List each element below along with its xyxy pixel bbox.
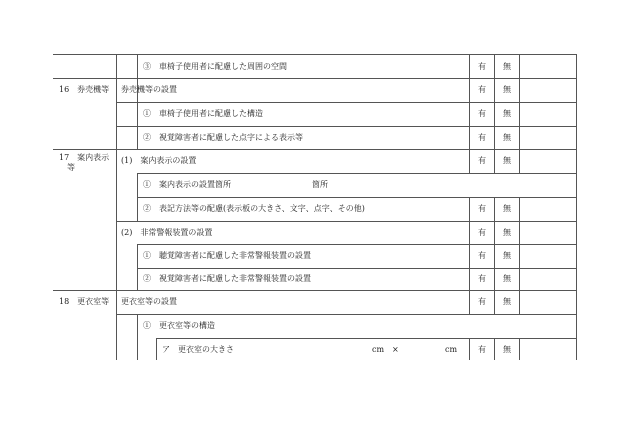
times-sign: ×	[392, 345, 399, 354]
item-label: ② 視覚障害者に配慮した非常警報装置の設置	[143, 274, 311, 283]
count-suffix: 箇所	[312, 180, 328, 189]
yes-option[interactable]: 有	[478, 228, 486, 237]
rule	[137, 102, 138, 149]
rule	[137, 197, 576, 198]
item-label: (1) 案内表示の設置	[121, 156, 197, 165]
item-label: ① 聴覚障害者に配慮した非常警報装置の設置	[143, 251, 311, 260]
no-option[interactable]: 無	[503, 274, 511, 283]
no-option[interactable]: 無	[503, 62, 511, 71]
no-option[interactable]: 無	[503, 228, 511, 237]
unit-cm: cm	[372, 345, 385, 354]
rule	[156, 338, 576, 339]
no-option[interactable]: 無	[503, 251, 511, 260]
unit-cm: cm	[445, 345, 458, 354]
yes-option[interactable]: 有	[478, 345, 486, 354]
yes-option[interactable]: 有	[478, 251, 486, 260]
item-label: ① 更衣室等の構造	[143, 321, 215, 330]
item-label: ② 表記方法等の配慮(表示板の大きさ、文字、点字、その他)	[143, 204, 365, 213]
rule	[116, 102, 576, 103]
yes-option[interactable]: 有	[478, 274, 486, 283]
item-label: ② 視覚障害者に配慮した点字による表示等	[143, 133, 303, 142]
rule	[519, 54, 520, 173]
no-option[interactable]: 無	[503, 109, 511, 118]
yes-option[interactable]: 有	[478, 62, 486, 71]
yes-option[interactable]: 有	[478, 156, 486, 165]
yes-option[interactable]: 有	[478, 204, 486, 213]
rule	[53, 149, 576, 150]
section-label: 18 更衣室等	[59, 297, 110, 306]
rule	[156, 338, 157, 360]
item-label: ① 案内表示の設置箇所	[143, 180, 231, 189]
rule	[137, 244, 576, 245]
no-option[interactable]: 無	[503, 204, 511, 213]
rule	[519, 338, 520, 360]
item-label: (2) 非常警報装置の設置	[121, 228, 213, 237]
rule	[116, 54, 117, 360]
item-label: ア 更衣室の大きさ	[162, 345, 234, 354]
item-label: ③ 車椅子使用者に配慮した周囲の空間	[143, 62, 287, 71]
rule	[116, 126, 576, 127]
rule	[137, 268, 576, 269]
item-label: 更衣室等の設置	[121, 297, 177, 306]
no-option[interactable]: 無	[503, 133, 511, 142]
yes-option[interactable]: 有	[478, 133, 486, 142]
item-label: 券売機等の設置	[121, 85, 177, 94]
section-label: 16 券売機等	[59, 85, 110, 94]
rule	[53, 54, 576, 55]
rule	[116, 314, 576, 315]
rule	[53, 290, 576, 291]
rule	[137, 244, 138, 290]
rule	[137, 173, 138, 221]
rule	[519, 197, 520, 314]
rule	[53, 78, 576, 79]
item-label: ① 車椅子使用者に配慮した構造	[143, 109, 263, 118]
rule	[137, 314, 138, 360]
rule	[137, 173, 576, 174]
no-option[interactable]: 無	[503, 345, 511, 354]
yes-option[interactable]: 有	[478, 297, 486, 306]
rule	[576, 54, 577, 360]
yes-option[interactable]: 有	[478, 109, 486, 118]
no-option[interactable]: 無	[503, 297, 511, 306]
no-option[interactable]: 無	[503, 85, 511, 94]
no-option[interactable]: 無	[503, 156, 511, 165]
section-label-cont: 等	[67, 163, 75, 172]
rule	[116, 221, 576, 222]
yes-option[interactable]: 有	[478, 85, 486, 94]
section-label: 17 案内表示	[59, 153, 110, 162]
